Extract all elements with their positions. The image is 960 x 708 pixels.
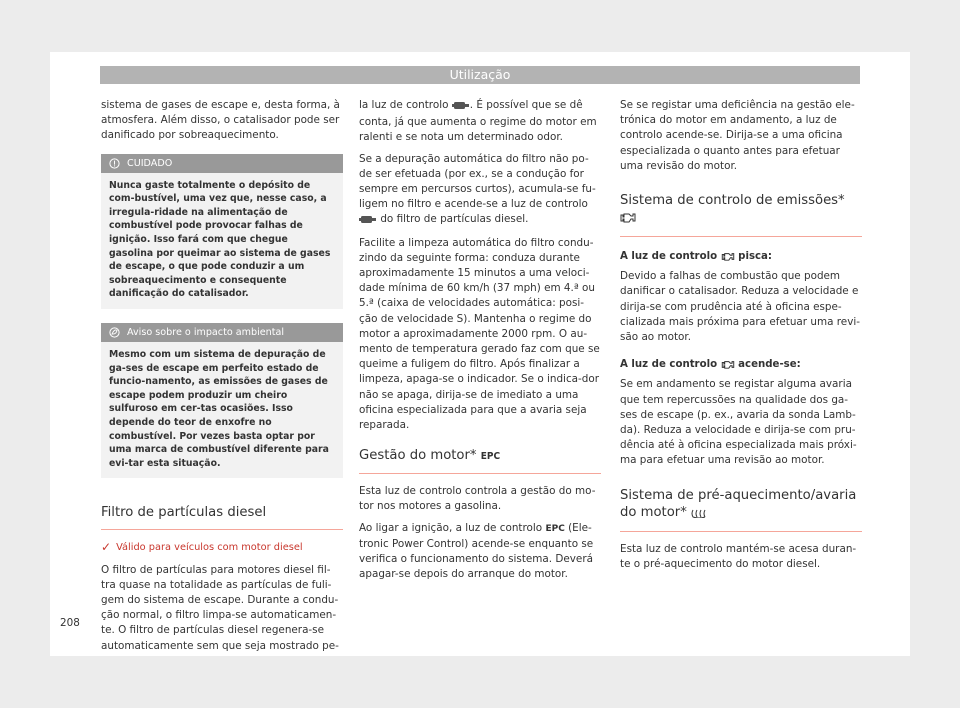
paragraph-misfire: Devido a falhas de combustão que podem danificar o catalisador. Reduza a velocidade e dirija-se com prudência até à oficina espe-cializada mais próxima para efetuar uma revi-são ao motor.: [620, 270, 860, 344]
text-fragment: A luz de controlo: [620, 359, 718, 371]
diesel-filter-icon: [452, 100, 470, 115]
text-fragment: la luz de controlo: [359, 99, 449, 111]
section-text: Sistema de pré-aquecimento/avaria do motor*: [620, 487, 857, 520]
text-fragment: . É possível que se dê conta, já que aumenta o regime do motor em ralenti e se nota um determinado odor.: [359, 99, 597, 144]
paragraph-clogged: [359, 152, 601, 230]
environment-text: Mesmo com um sistema de depuração de ga-ses de escape em perfeito estado de funcio-namento, as emissões de gases de escape podem produzir um cheiro sulfuroso em cer-tas ocasiões. Isso depende do teor de enxofre no combustível. Por vezes basta optar por uma marca de combustível diferente para evi-tar esta situação.: [109, 348, 329, 469]
paragraph-exhaust-quality: Se em andamento se registar alguma avaria que tem repercussões na qualidade dos ga-ses de escape (p. ex., avaria da sonda Lamb-da). Reduza a velocidade e dirija-se com pru-dência até à oficina especializada mais próxi-ma para efetuar uma revisão ao motor.: [620, 378, 857, 467]
intro-paragraph: sistema de gases de escape e, desta forma, à atmosfera. Além disso, o catalisador pode ser danificado por sobreaquecimento.: [101, 99, 340, 142]
epc-icon: EPC: [545, 523, 565, 534]
text-fragment: Se a depuração automática do filtro não po-de ser efetuada (por ex., se a condução for sempre em percursos curtos), acumula-se fu-ligem no filtro e acende-se a luz de controlo: [359, 152, 596, 211]
section-title-preheating: [620, 487, 862, 532]
section-text: Gestão do motor*: [359, 448, 477, 464]
text-fragment: acende-se:: [738, 359, 801, 371]
engine-icon: [721, 251, 735, 266]
environment-title: Aviso sobre o impacto ambiental: [127, 326, 285, 338]
section-title-engine-management: [359, 447, 601, 474]
paragraph-preheating: Esta luz de controlo mantém-se acesa duran-te o pré-aquecimento do motor diesel.: [620, 542, 857, 570]
section-title-emissions: [620, 192, 862, 237]
glow-plug-icon: [691, 506, 707, 523]
text-fragment: A luz de controlo: [620, 251, 718, 263]
text-fragment: do filtro de partículas diesel.: [380, 213, 529, 226]
paragraph-deficiency: Se se registar uma deficiência na gestão ele-trónica do motor em andamento, a luz de controlo acende-se. Dirija-se a uma oficina especializada o quanto antes para efetuar uma revisão do motor.: [620, 99, 855, 172]
caution-box: [101, 154, 343, 309]
info-circle-icon: [109, 158, 120, 169]
page-number: 208: [60, 617, 80, 629]
text-fragment: Ao ligar a ignição, a luz de controlo: [359, 521, 543, 534]
paragraph-epc: [359, 521, 601, 583]
epc-icon: EPC: [480, 451, 501, 463]
caution-text: Nunca gaste totalmente o depósito de com-bustível, uma vez que, nesse caso, a irregula-ridade na alimentação de combustível pode provocar falhas de ignição. Isso fará com que chegue gasolina por queimar ao sistema de gases de escape, o que pode conduzir a um sobreaquecimento e consequente danificação do catalisador.: [109, 179, 331, 300]
column-3: [620, 98, 862, 578]
validity-text: Válido para veículos com motor diesel: [116, 542, 303, 554]
diesel-filter-paragraph: O filtro de partículas para motores diesel fil-tra quase na totalidade as partículas de fuli-gem do sistema de escape. Durante a condu-ção normal, o filtro limpa-se automaticamen-te. O filtro de partículas diesel regenera-se automaticamente sem que seja mostrado pe-: [101, 563, 339, 652]
environment-header: [101, 323, 343, 342]
section-text: Sistema de controlo de emissões*: [620, 193, 845, 209]
paragraph-regeneration: [359, 98, 601, 146]
engine-icon: [620, 211, 636, 228]
page-header: Utilização: [100, 66, 860, 84]
column-1: [101, 98, 343, 660]
caution-title: CUIDADO: [127, 157, 173, 169]
check-icon: ✓: [101, 540, 112, 555]
text-fragment: (Ele-tronic Power Control) acende-se enquanto se verifica o funcionamento do sistema. Deverá apagar-se depois do arranque do motor.: [359, 521, 594, 581]
section-title-diesel-filter: Filtro de partículas diesel: [101, 504, 343, 530]
environment-box: [101, 323, 343, 478]
text-fragment: pisca:: [738, 251, 773, 263]
engine-icon: [721, 359, 735, 374]
paragraph-cleaning: Facilite a limpeza automática do filtro condu-zindo da seguinte forma: conduza durante aproximadamente 15 minutos a uma veloci-dade mínima de 60 km/h (37 mph) em 4.ª ou 5.ª (caixa de velocidades automática: posi-ção de velocidade S). Mantenha o regime do motor a aproximadamente 2000 rpm. O au-mento de temperatura gerado faz com que se queime a fuligem do filtro. Após finalizar a limpeza, apaga-se o indicador. Se o indica-dor não se apaga, dirija-se de imediato a uma oficina especializada para que a avaria seja reparada.: [359, 236, 600, 432]
leaf-icon: [109, 327, 120, 338]
column-2: [359, 98, 601, 588]
caution-header: [101, 154, 343, 173]
diesel-filter-icon: [359, 214, 377, 229]
subheading-blinks: [620, 249, 862, 266]
subheading-lights: [620, 357, 862, 374]
paragraph-engine-management: Esta luz de controlo controla a gestão do mo-tor nos motores a gasolina.: [359, 485, 596, 513]
validity-note: [101, 540, 343, 555]
